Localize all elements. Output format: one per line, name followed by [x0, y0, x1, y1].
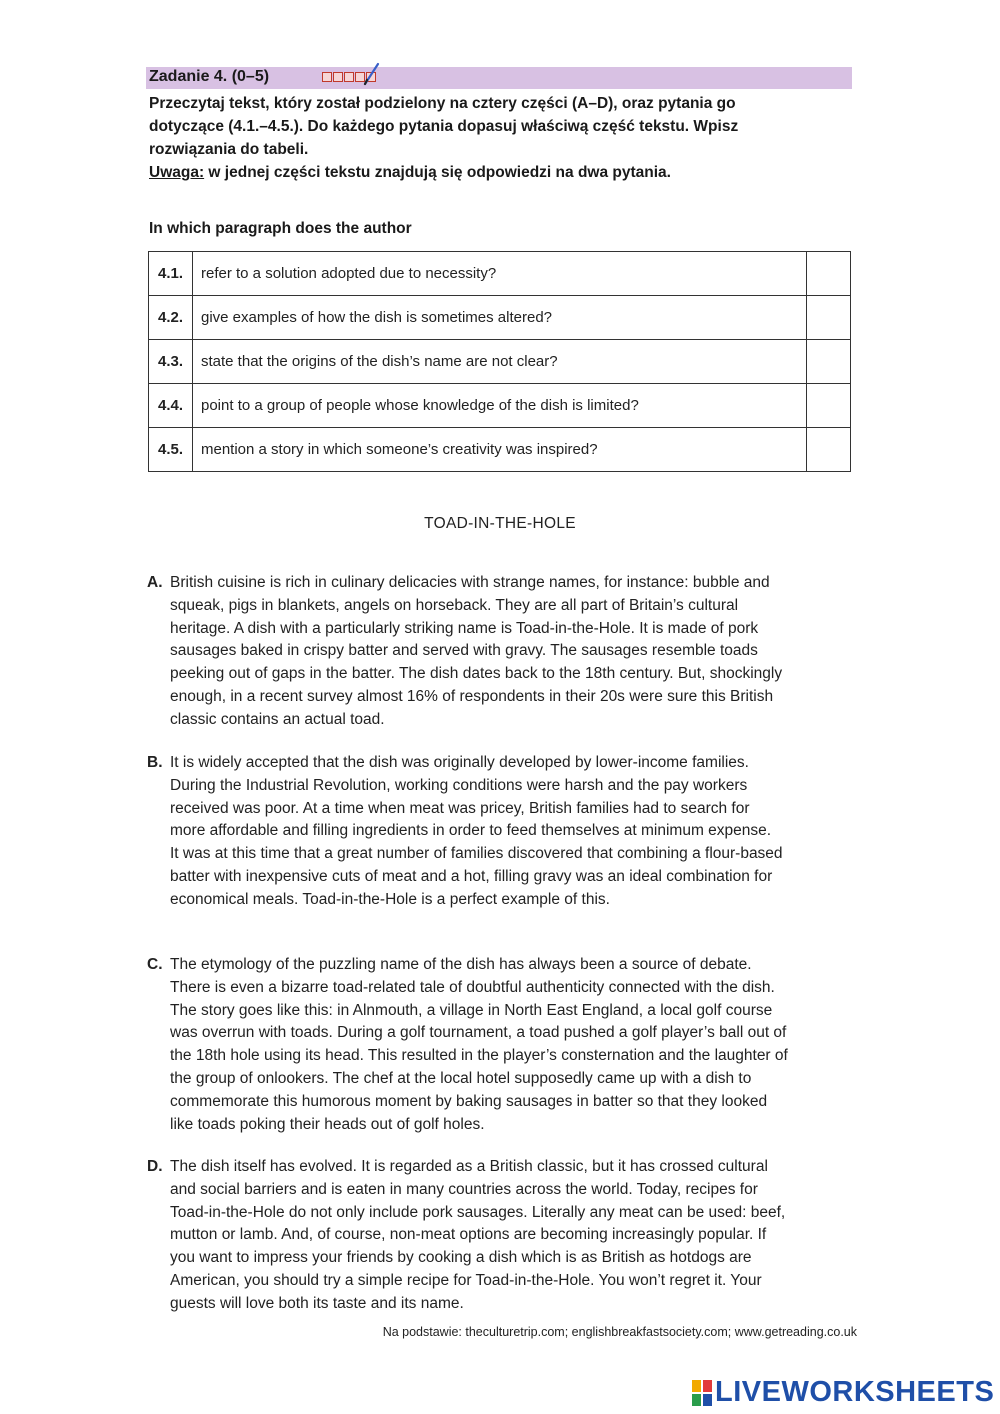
paragraph-line: commemorate this humorous moment by baking sausages in batter so that they looked: [170, 1092, 768, 1110]
question-heading: In which paragraph does the author: [149, 220, 412, 237]
paragraph-line: like toads poking their heads out of golf holes.: [170, 1115, 485, 1133]
table-row: [149, 384, 851, 428]
task-instructions: [149, 92, 849, 184]
answer-cell[interactable]: [807, 428, 851, 472]
paragraph-line: batter with inexpensive cuts of meat and a hot, filling gravy was an ideal combination for: [170, 867, 773, 885]
question-number: 4.5.: [149, 428, 193, 472]
table-row: [149, 296, 851, 340]
paragraph-line: There is even a bizarre toad-related tale of doubtful authenticity connected with the dish.: [170, 978, 775, 996]
questions-table: [148, 251, 851, 472]
score-box: [322, 72, 332, 82]
paragraph-line: sausages baked in crispy batter and served with gravy. The sausages resemble toads: [170, 642, 758, 660]
paragraph-line: more affordable and filling ingredients in order to feed themselves at minimum expense.: [170, 822, 772, 840]
question-text: give examples of how the dish is sometimes altered?: [193, 296, 807, 340]
answer-cell[interactable]: [807, 384, 851, 428]
answer-cell[interactable]: [807, 296, 851, 340]
score-box: [344, 72, 354, 82]
question-text: mention a story in which someone’s creativity was inspired?: [193, 428, 807, 472]
score-box: [333, 72, 343, 82]
liveworksheets-logo[interactable]: [692, 1376, 994, 1409]
paragraph-line: heritage. A dish with a particularly striking name is Toad-in-the-Hole. It is made of pork: [170, 619, 759, 637]
paragraph-line: enough, in a recent survey almost 16% of respondents in their 20s were sure this British: [170, 687, 774, 705]
paragraph-d: [147, 1156, 870, 1316]
logo-square: [703, 1380, 712, 1392]
paragraph-lines: [170, 954, 870, 1136]
paragraph-line: classic contains an actual toad.: [170, 710, 385, 728]
logo-text: LIVEWORKSHEETS: [715, 1376, 995, 1408]
paragraph-c: [147, 954, 870, 1136]
paragraph-line: economical meals. Toad-in-the-Hole is a perfect example of this.: [170, 890, 610, 908]
table-row: [149, 428, 851, 472]
source-citation: Na podstawie: theculturetrip.com; englishbreakfastsociety.com; www.getreading.co.uk: [382, 1325, 857, 1339]
instruction-line: rozwiązania do tabeli.: [149, 141, 309, 158]
paragraph-line: The dish itself has evolved. It is regarded as a British classic, but it has crossed cultural: [170, 1158, 768, 1175]
logo-square: [692, 1394, 701, 1406]
note-text: w jednej części tekstu znajdują się odpowiedzi na dwa pytania.: [204, 164, 671, 181]
question-number: 4.4.: [149, 384, 193, 428]
paragraph-line: The story goes like this: in Alnmouth, a village in North East England, a local golf course: [170, 1001, 773, 1019]
paragraph-line: Toad-in-the-Hole do not only include pork sausages. Literally any meat can be used: beef,: [170, 1203, 786, 1221]
table-row: [149, 252, 851, 296]
paragraph-line: squeak, pigs in blankets, angels on horseback. They are all part of Britain’s cultural: [170, 596, 739, 614]
paragraph-line: It is widely accepted that the dish was originally developed by lower-income families.: [170, 754, 749, 771]
paragraph-lines: [170, 1156, 870, 1316]
instruction-line: dotyczące (4.1.–4.5.). Do każdego pytania dopasuj właściwą część tekstu. Wpisz: [149, 118, 739, 135]
paragraph-line: American, you should try a simple recipe for Toad-in-the-Hole. You won’t regret it. Your: [170, 1271, 762, 1289]
paragraph-lines: [170, 752, 870, 912]
note-label: Uwaga:: [149, 164, 205, 181]
paragraph-letter: B.: [147, 754, 163, 771]
paragraph-line: received was poor. At a time when meat was pricey, British families had to search for: [170, 799, 750, 817]
paragraph-letter: A.: [147, 574, 163, 591]
paragraph-a: [147, 572, 870, 732]
paragraph-line: During the Industrial Revolution, working conditions were harsh and the pay workers: [170, 776, 748, 794]
instruction-line: Przeczytaj tekst, który został podzielony na cztery części (A–D), oraz pytania go: [149, 95, 736, 112]
paragraph-line: The etymology of the puzzling name of the dish has always been a source of debate.: [170, 956, 752, 973]
logo-square: [692, 1380, 701, 1392]
question-number: 4.1.: [149, 252, 193, 296]
answer-cell[interactable]: [807, 340, 851, 384]
question-text: state that the origins of the dish’s name are not clear?: [193, 340, 807, 384]
logo-square: [703, 1394, 712, 1406]
note-line: [149, 161, 849, 184]
question-number: 4.2.: [149, 296, 193, 340]
paragraph-line: was overrun with toads. During a golf tournament, a toad pushed a golf player’s ball out of: [170, 1024, 787, 1042]
question-number: 4.3.: [149, 340, 193, 384]
paragraph-letter: D.: [147, 1158, 163, 1175]
pencil-icon: [362, 62, 380, 86]
paragraph-line: British cuisine is rich in culinary delicacies with strange names, for instance: bubble and: [170, 574, 770, 591]
answer-cell[interactable]: [807, 252, 851, 296]
paragraph-line: the 18th hole using its head. This resulted in the player’s consternation and the laughter of: [170, 1047, 788, 1065]
paragraph-line: guests will love both its taste and its name.: [170, 1294, 464, 1312]
paragraph-letter: C.: [147, 956, 163, 973]
paragraph-line: and social barriers and is eaten in many countries across the world. Today, recipes for: [170, 1180, 758, 1198]
paragraph-b: [147, 752, 870, 912]
question-text: point to a group of people whose knowledge of the dish is limited?: [193, 384, 807, 428]
paragraph-line: the group of onlookers. The chef at the local hotel supposedly came up with a dish to: [170, 1069, 752, 1087]
paragraph-line: peeking out of gaps in the batter. The dish dates back to the 18th century. But, shockingly: [170, 665, 783, 683]
table-row: [149, 340, 851, 384]
paragraph-lines: [170, 572, 870, 732]
paragraph-line: mutton or lamb. And, of course, non-meat options are becoming increasingly popular. If: [170, 1226, 767, 1244]
text-title: TOAD-IN-THE-HOLE: [424, 515, 576, 532]
paragraph-line: you want to impress your friends by cooking a dish which is as British as hotdogs are: [170, 1249, 752, 1267]
paragraph-line: It was at this time that a great number of families discovered that combining a flour-based: [170, 845, 783, 863]
question-text: refer to a solution adopted due to necessity?: [193, 252, 807, 296]
logo-mark-icon: [692, 1380, 712, 1406]
task-title: Zadanie 4. (0–5): [149, 68, 270, 85]
